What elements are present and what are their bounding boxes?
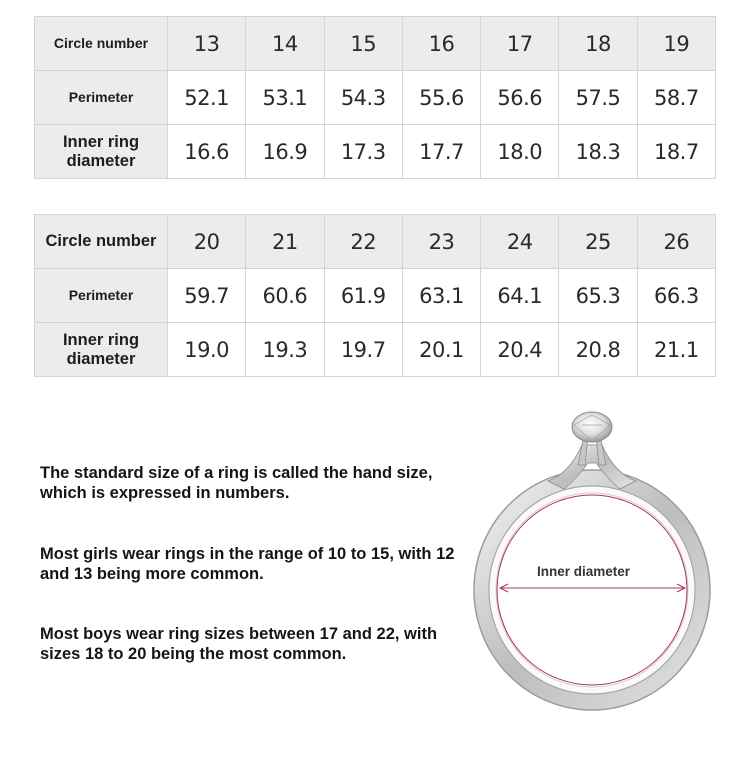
table-cell: 17.3 — [324, 125, 402, 179]
row-header-circle-number: Circle number — [35, 17, 168, 71]
info-paragraph-boys-sizes: Most boys wear ring sizes between 17 and 22, with sizes 18 to 20 being the most common. — [40, 625, 438, 663]
table-cell: 25 — [559, 215, 637, 269]
table-cell: 20 — [168, 215, 246, 269]
table-cell: 13 — [168, 17, 246, 71]
table-cell: 64.1 — [481, 269, 559, 323]
table-cell: 18.3 — [559, 125, 637, 179]
table-cell: 15 — [324, 17, 402, 71]
table-cell: 66.3 — [637, 269, 715, 323]
table-cell: 16.9 — [246, 125, 324, 179]
table-cell: 16.6 — [168, 125, 246, 179]
table-cell: 24 — [481, 215, 559, 269]
table-cell: 20.1 — [402, 323, 480, 377]
table-cell: 17 — [481, 17, 559, 71]
row-header-inner-ring-diameter: Inner ring diameter — [35, 323, 168, 377]
table-cell: 65.3 — [559, 269, 637, 323]
table-cell: 18.7 — [637, 125, 715, 179]
table-cell: 63.1 — [402, 269, 480, 323]
table-cell: 57.5 — [559, 71, 637, 125]
info-paragraph-hand-size: The standard size of a ring is called the hand size, which is expressed in numbers. — [40, 464, 433, 502]
ring-inner-opening — [496, 493, 688, 687]
row-header-perimeter: Perimeter — [35, 71, 168, 125]
table-cell: 53.1 — [246, 71, 324, 125]
size-table-1 — [34, 16, 716, 179]
table-cell: 22 — [324, 215, 402, 269]
table-cell: 20.8 — [559, 323, 637, 377]
table-cell: 52.1 — [168, 71, 246, 125]
table-cell: 19.0 — [168, 323, 246, 377]
row-header-inner-ring-diameter: Inner ring diameter — [35, 125, 168, 179]
row-header-circle-number: Circle number — [35, 215, 168, 269]
table-cell: 21 — [246, 215, 324, 269]
info-paragraph-girls-sizes: Most girls wear rings in the range of 10 to 15, with 12 and 13 being more common. — [40, 545, 455, 583]
table-row — [35, 125, 716, 179]
table-cell: 18 — [559, 17, 637, 71]
inner-diameter-label: Inner diameter — [537, 564, 631, 579]
table-cell: 54.3 — [324, 71, 402, 125]
table-cell: 16 — [402, 17, 480, 71]
table-row — [35, 71, 716, 125]
ring-illustration — [470, 405, 715, 720]
row-header-perimeter: Perimeter — [35, 269, 168, 323]
table-row — [35, 215, 716, 269]
table-cell: 19.3 — [246, 323, 324, 377]
table-cell: 26 — [637, 215, 715, 269]
table-cell: 59.7 — [168, 269, 246, 323]
table-cell: 55.6 — [402, 71, 480, 125]
table-cell: 58.7 — [637, 71, 715, 125]
table-cell: 21.1 — [637, 323, 715, 377]
table-row — [35, 17, 716, 71]
table-cell: 20.4 — [481, 323, 559, 377]
table-cell: 17.7 — [402, 125, 480, 179]
diamond-icon — [572, 412, 612, 442]
table-row — [35, 323, 716, 377]
table-cell: 61.9 — [324, 269, 402, 323]
table-row — [35, 269, 716, 323]
table-cell: 60.6 — [246, 269, 324, 323]
table-cell: 23 — [402, 215, 480, 269]
table-cell: 19.7 — [324, 323, 402, 377]
table-cell: 18.0 — [481, 125, 559, 179]
table-cell: 56.6 — [481, 71, 559, 125]
size-table-2 — [34, 214, 716, 377]
table-cell: 14 — [246, 17, 324, 71]
table-cell: 19 — [637, 17, 715, 71]
